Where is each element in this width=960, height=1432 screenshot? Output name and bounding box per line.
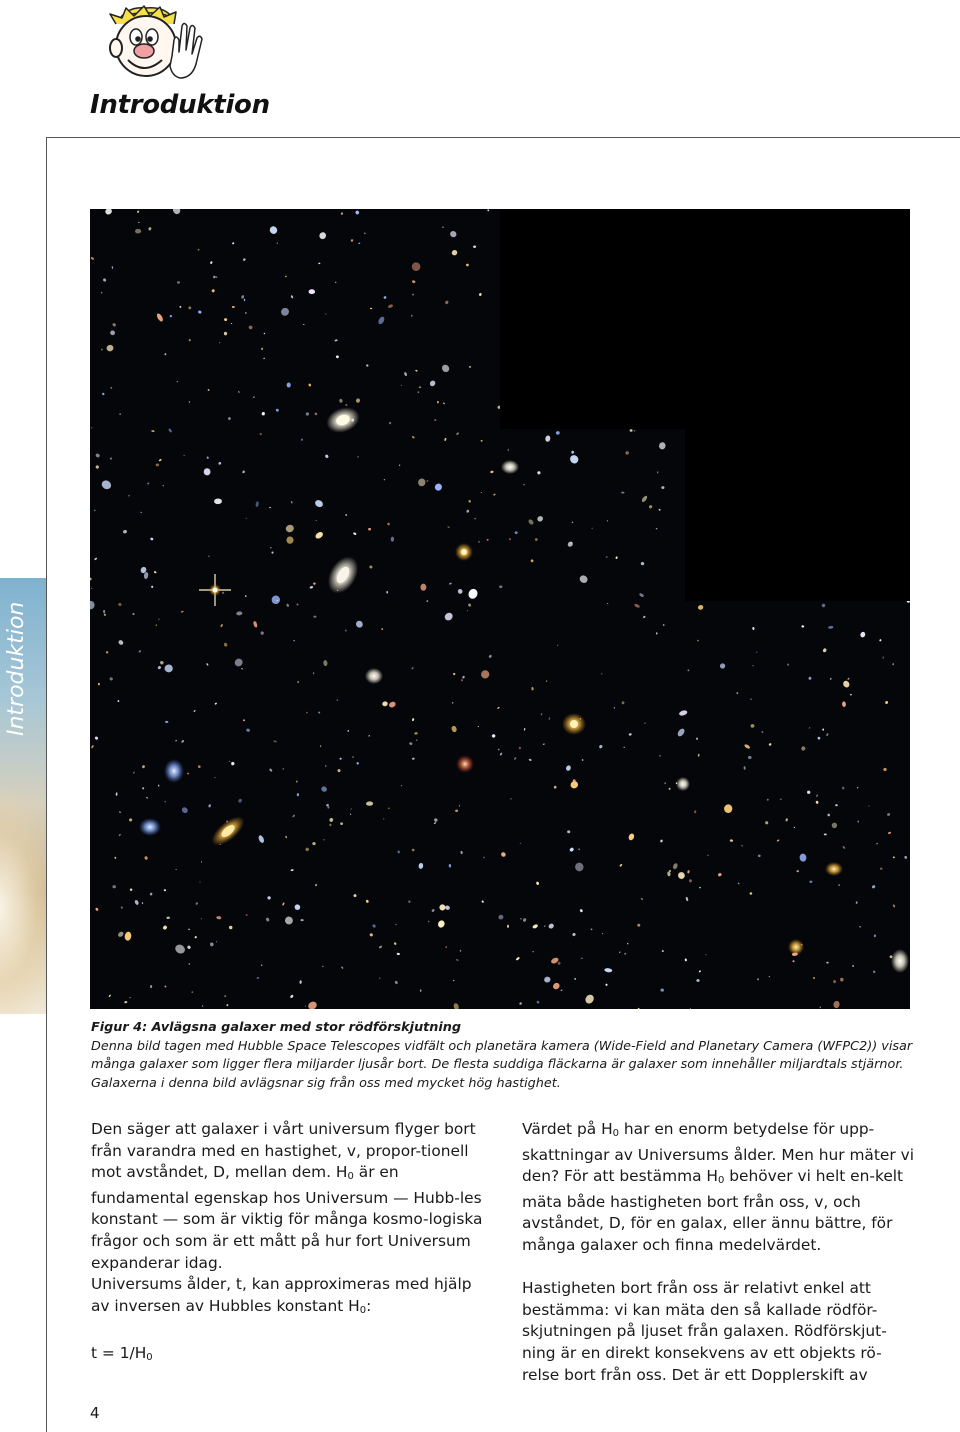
text-run: Värdet på H <box>522 1120 613 1138</box>
chapter-side-tab-label: Introduktion <box>4 601 29 736</box>
subscript: 0 <box>146 1351 153 1363</box>
field-object <box>318 263 320 265</box>
field-object <box>301 439 303 441</box>
paragraph-hubble-constant-value <box>522 1119 914 1257</box>
text-run: Universums ålder, t, kan approximeras med hjälp av inversen av Hubbles konstant H <box>91 1275 472 1315</box>
formula-age <box>91 1343 483 1369</box>
text-run: har en enorm betydelse för upp-skattningar av Universums ålder. Men hur mäter vi den? För att bestämma H <box>522 1120 914 1186</box>
page-frame-top-rule <box>46 137 960 138</box>
mascot-logo <box>96 4 204 88</box>
paragraph-redshift: Hastigheten bort från oss är relativt enkel att bestämma: vi kan mäta den så kallade rödför-skjutningen på ljuset från galaxen. Rödförskjut-ning är en direkt konsekvens av ett objekts rö-relse bort från oss. Det är ett Dopplerskift av <box>522 1279 887 1384</box>
field-object <box>309 289 316 294</box>
page-number: 4 <box>90 1404 100 1422</box>
subscript: 0 <box>347 1171 354 1183</box>
page-title: Introduktion <box>90 90 270 120</box>
paragraph-universe-age <box>91 1274 483 1321</box>
field-object <box>797 870 799 872</box>
field-object <box>420 584 426 591</box>
field-object <box>752 665 754 666</box>
subscript: 0 <box>612 1128 620 1139</box>
field-object <box>792 960 794 962</box>
text-run: : <box>366 1296 372 1315</box>
field-object <box>758 855 761 857</box>
field-object <box>541 713 542 715</box>
paragraph-hubble-law <box>91 1119 483 1274</box>
chapter-side-tab <box>0 578 46 1014</box>
subscript: 0 <box>359 1304 367 1316</box>
hubble-deep-field-image <box>90 209 910 1009</box>
figure-caption-title: Figur 4: Avlägsna galaxer med stor rödförskjutning <box>91 1020 462 1035</box>
galaxy-decoration <box>0 788 46 1014</box>
text-run: Den säger att galaxer i vårt universum flyger bort från varandra med en hastighet, v, propor-tionell mot avståndet, D, mellan dem. H <box>91 1120 476 1182</box>
figure-caption-text: Denna bild tagen med Hubble Space Telescopes vidfält och planetära kamera (Wide-Field and Planetary Camera (WFPC2)) visar många galaxer som ligger flera miljarder ljusår bort. De flesta suddiga fläckarna är galaxer som innehåller miljardtals stjärnor. Galaxerna i denna bild avlägsnar sig från oss med mycket hög hastighet. <box>91 1038 913 1091</box>
text-run: t = 1/H <box>91 1343 147 1362</box>
text-run: är en fundamental egenskap hos Universum — Hubb-les konstant — som är viktig för många kosmo-logiska frågor och som är ett mått på hur fort Universum expanderar idag. <box>91 1163 483 1272</box>
body-column-right <box>522 1119 914 1386</box>
field-object <box>408 900 410 903</box>
field-object <box>269 507 271 508</box>
page-frame-left-rule <box>46 137 47 1432</box>
body-column-left <box>91 1119 483 1369</box>
field-object <box>103 610 105 613</box>
subscript: 0 <box>718 1175 725 1187</box>
text-run: behöver vi helt en-kelt mäta både hastigheten bort från oss, v, och avståndet, D, för en galax, eller ännu bättre, för många galaxer och finna medelvärdet. <box>522 1167 904 1254</box>
figure-caption <box>91 1019 921 1093</box>
